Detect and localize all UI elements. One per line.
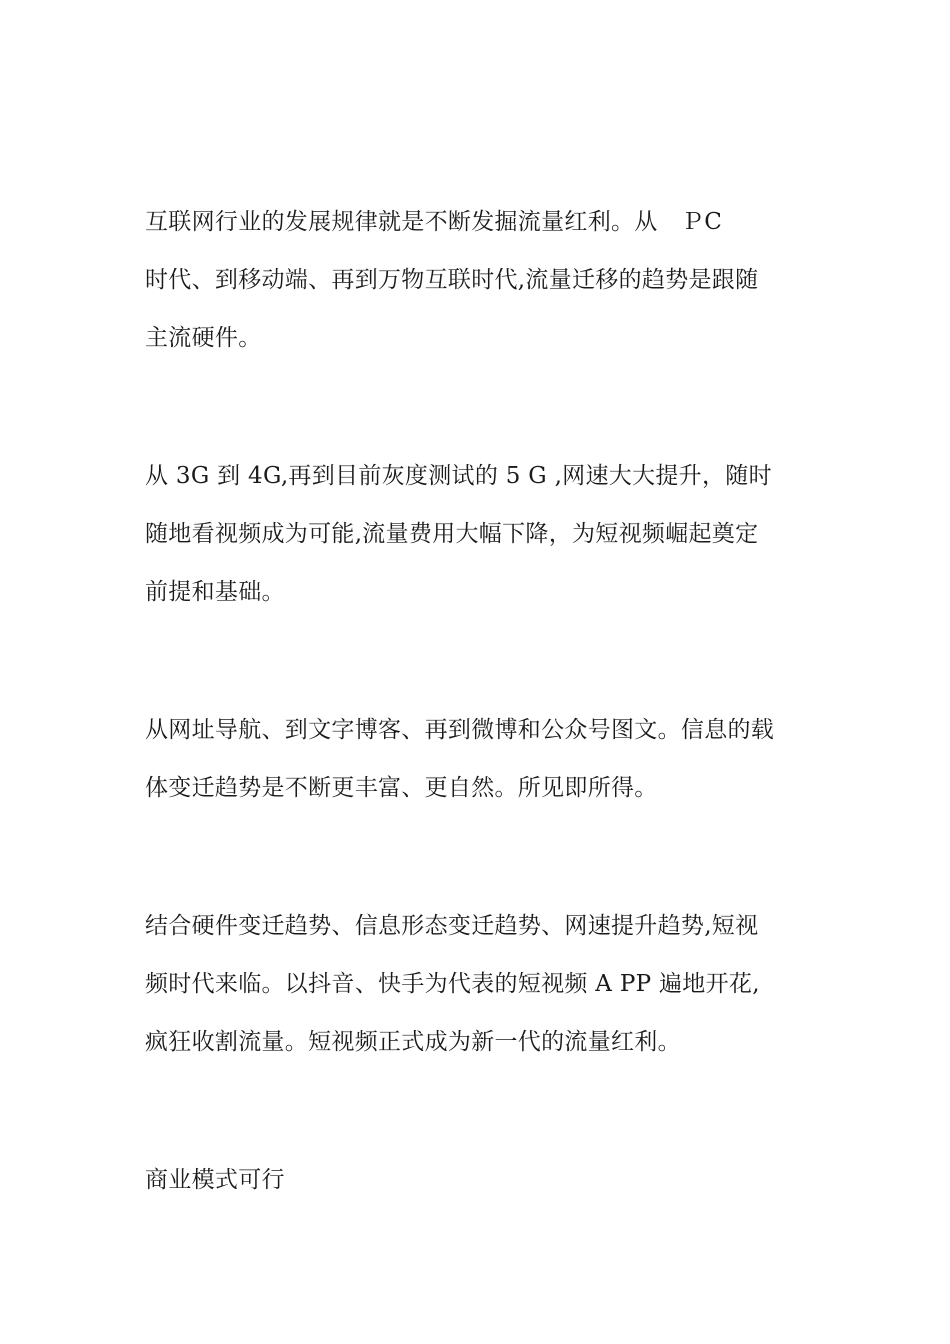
heading-business-model: 商业模式可行 [145,1167,285,1193]
text-line: 前提和基础。 [145,579,285,605]
text-line: 从 3G 到 4G,再到目前灰度测试的 5 G ,网速大大提升，随时 [145,463,772,489]
text-line: 体变迁趋势是不断更丰富、更自然。所见即所得。 [145,775,658,801]
text-line: 随地看视频成为可能,流量费用大幅下降，为短视频崛起奠定 [145,521,759,547]
text-line: 互联网行业的发展规律就是不断发掘流量红利。从 ＰC [145,209,723,235]
text-line: 从网址导航、到文字博客、再到微博和公众号图文。信息的载 [145,717,775,743]
text-line: 频时代来临。以抖音、快手为代表的短视频 A PP 遍地开花, [145,971,760,997]
text-line: 结合硬件变迁趋势、信息形态变迁趋势、网速提升趋势,短视 [145,913,759,939]
text-line: 疯狂收割流量。短视频正式成为新一代的流量红利。 [145,1029,681,1055]
text-line: 时代、到移动端、再到万物互联时代,流量迁移的趋势是跟随 [145,267,759,293]
text-line: 主流硬件。 [145,325,262,351]
